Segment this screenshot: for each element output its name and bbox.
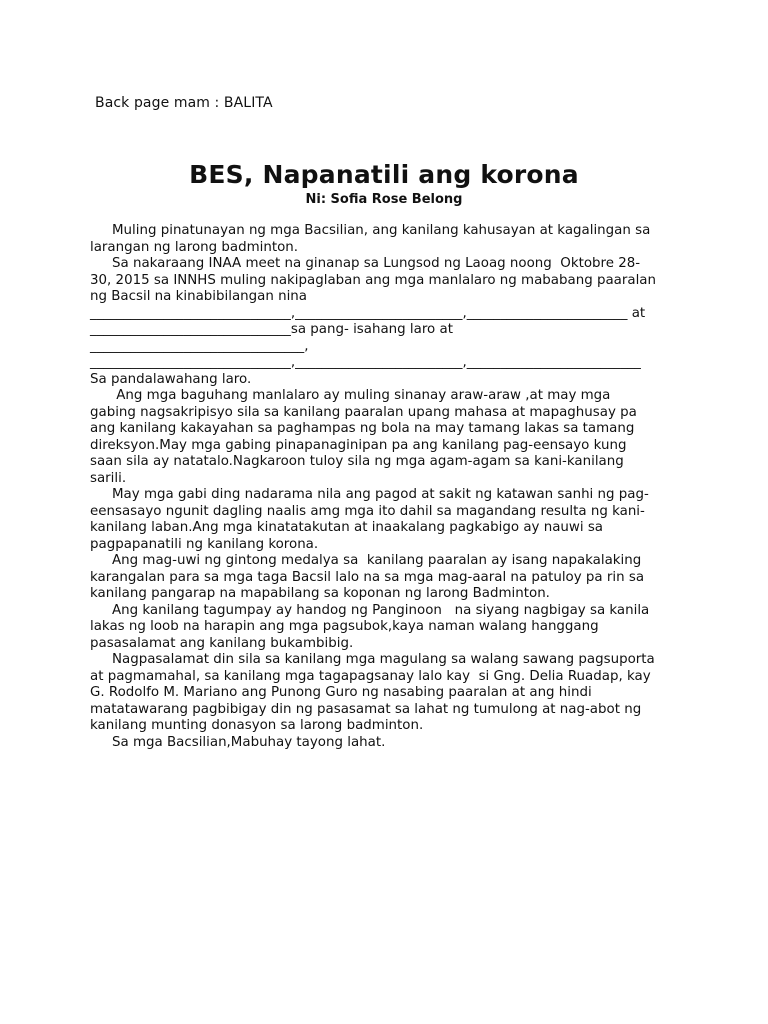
page-header-label: Back page mam : BALITA: [95, 95, 273, 111]
article-line: Sa nakaraang INAA meet na ginanap sa Lungsod ng Laoag noong Oktobre 28-: [112, 256, 641, 271]
blank-line: ________________________________,: [90, 338, 309, 354]
article-line: lakas ng loob na harapin ang mga pagsubok,kaya naman walang hanggang: [90, 619, 599, 634]
article-line: sarili.: [90, 470, 127, 486]
article-line: kanilang laban.Ang mga kinatatakutan at inaakalang pagkabigo ay nauwi sa: [90, 520, 603, 535]
article-title: BES, Napanatili ang korona: [189, 160, 579, 189]
article-line: Nagpasalamat din sila sa kanilang mga magulang sa walang sawang pagsuporta: [112, 652, 655, 667]
article-byline: Ni: Sofia Rose Belong: [305, 192, 463, 207]
article-line: ang kanilang kakayahan sa paghampas ng bola na may tamang lakas sa tamang: [90, 421, 635, 436]
article-line: saan sila ay natatalo.Nagkaroon tuloy sila ng mga agam-agam sa kani-kanilang: [90, 454, 624, 469]
article-line: Ang mga baguhang manlalaro ay muling sinanay araw-araw ,at may mga: [112, 388, 611, 403]
article-line: kanilang munting donasyon sa larong badminton.: [90, 718, 424, 733]
article-body: [90, 223, 678, 751]
article-line: gabing nagsakripisyo sila sa kanilang paaralan upang mahasa at mapaghusay pa: [90, 404, 637, 420]
article-line: Ang kanilang tagumpay ay handog ng Panginoon na siyang nagbigay sa kanila: [112, 602, 650, 618]
article-line: pagpapanatili ng kanilang korona.: [90, 536, 319, 552]
article-line: 30, 2015 sa INNHS muling nakipaglaban ang mga manlalaro ng mababang paaralan: [90, 272, 656, 288]
blank-line: ______________________________sa pang- isahang laro at: [90, 322, 453, 337]
blank-line: ______________________________,_________________________,________________________ at: [90, 305, 646, 321]
article-line: kanilang pangarap na mapabilang sa koponan ng larong Badminton.: [90, 586, 550, 601]
article-line: eensasayo ngunit dagling naalis amg mga ito dahil sa magandang resulta ng kani-: [90, 503, 645, 519]
article-line: pasasalamat ang kanilang bukambibig.: [90, 635, 354, 651]
article-line: ng Bacsil na kinabibilangan nina: [90, 289, 307, 304]
article-line: Sa mga Bacsilian,Mabuhay tayong lahat.: [112, 734, 386, 750]
article-line: May mga gabi ding nadarama nila ang pagod at sakit ng katawan sanhi ng pag-: [112, 487, 649, 502]
article-line: Muling pinatunayan ng mga Bacsilian, ang kanilang kahusayan at kagalingan sa: [112, 223, 651, 238]
article-line: Ang mag-uwi ng gintong medalya sa kanilang paaralan ay isang napakalaking: [112, 553, 642, 568]
article-line: matatawarang pagbibigay din ng pasasamat sa lahat ng tumulong at nag-abot ng: [90, 701, 642, 717]
article-line: direksyon.May mga gabing pinapanaginipan pa ang kanilang pag-eensayo kung: [90, 437, 627, 453]
article-line: larangan ng larong badminton.: [90, 239, 299, 255]
article-line: at pagmamahal, sa kanilang mga tagapagsanay lalo kay si Gng. Delia Ruadap, kay: [90, 668, 651, 684]
article-line: G. Rodolfo M. Mariano ang Punong Guro ng nasabing paaralan at ang hindi: [90, 685, 592, 700]
article-line: karangalan para sa mga taga Bacsil lalo na sa mga mag-aaral na patuloy pa rin sa: [90, 569, 645, 585]
article-line: Sa pandalawahang laro.: [90, 371, 252, 387]
blank-line: ______________________________,_________________________,__________________________: [90, 355, 641, 370]
